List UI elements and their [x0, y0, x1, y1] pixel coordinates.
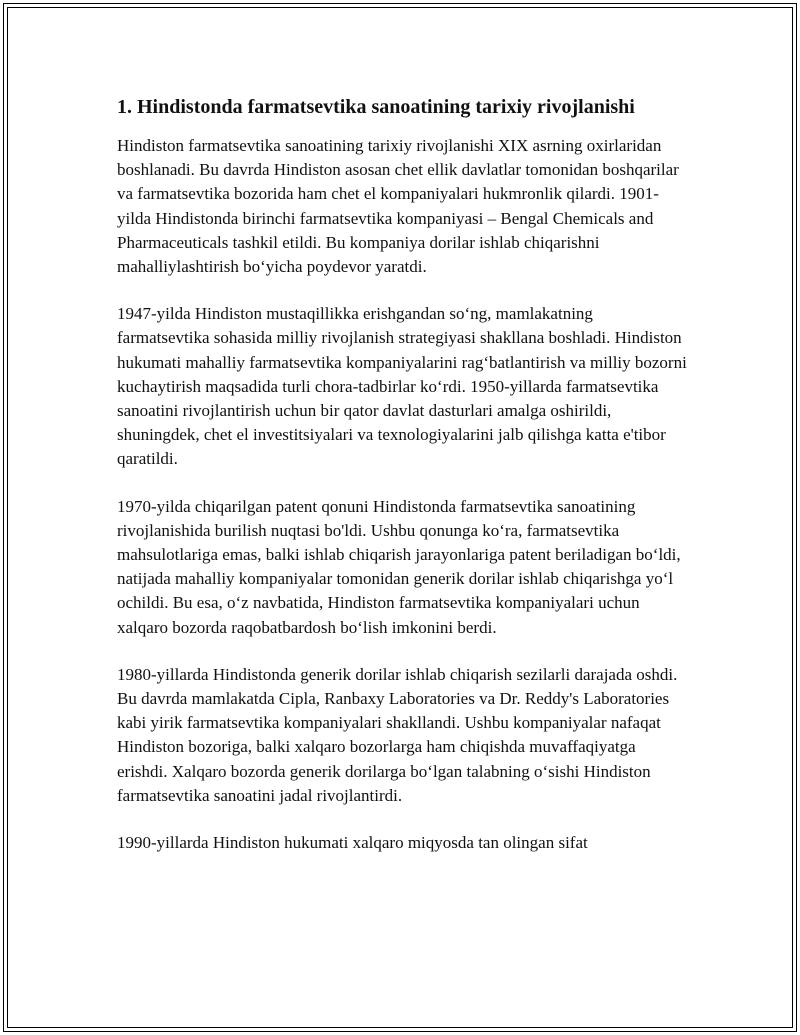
- paragraph-1: Hindiston farmatsevtika sanoatining tarixiy rivojlanishi XIX asrning oxirlaridan boshlanadi. Bu davrda Hindiston asosan chet ellik davlatlar tomonidan boshqarilar va farmatsevtika bozorida ham chet el kompaniyalari hukmronlik qilardi. 1901-yilda Hindistonda birinchi farmatsevtika kompaniyasi – Bengal Chemicals and Pharmaceuticals tashkil etildi. Bu kompaniya dorilar ishlab chiqarishni mahalliylashtirish bo‘yicha poydevor yaratdi.: [117, 136, 679, 277]
- paragraph-5: 1990-yillarda Hindiston hukumati xalqaro miqyosda tan olingan sifat: [117, 833, 588, 853]
- paragraph-2: 1947-yilda Hindiston mustaqillikka erishgandan so‘ng, mamlakatning farmatsevtika sohasida milliy rivojlanish strategiyasi shakllana boshladi. Hindiston hukumati mahalliy farmatsevtika kompaniyalarini rag‘batlantirish va milliy bozorni kuchaytirish maqsadida turli chora-tadbirlar ko‘rdi. 1950-yillarda farmatsevtika sanoatini rivojlantirish uchun bir qator davlat dasturlari amalga oshirildi, shuningdek, chet el investitsiyalari va texnologiyalarini jalb qilishga katta e'tibor qaratildi.: [117, 304, 687, 469]
- paragraph-3: 1970-yilda chiqarilgan patent qonuni Hindistonda farmatsevtika sanoatining rivojlanishida burilish nuqtasi bo'ldi. Ushbu qonunga ko‘ra, farmatsevtika mahsulotlariga emas, balki ishlab chiqarish jarayonlariga patent beriladigan bo‘ldi, natijada mahalliy kompaniyalar tomonidan generik dorilar ishlab chiqarishga yo‘l ochildi. Bu esa, o‘z navbatida, Hindiston farmatsevtika kompaniyalari uchun xalqaro bozorda raqobatbardosh bo‘lish imkonini berdi.: [117, 496, 681, 637]
- document-body: [117, 94, 687, 878]
- paragraph-4: 1980-yillarda Hindistonda generik dorilar ishlab chiqarish sezilarli darajada oshdi. Bu davrda mamlakatda Cipla, Ranbaxy Laboratories va Dr. Reddy's Laboratories kabi yirik farmatsevtika kompaniyalari shakllandi. Ushbu kompaniyalar nafaqat Hindiston bozoriga, balki xalqaro bozorlarga ham chiqishda muvaffaqiyatga erishdi. Xalqaro bozorda generik dorilarga bo‘lgan talabning o‘sishi Hindiston farmatsevtika sanoatini jadal rivojlantirdi.: [117, 664, 678, 805]
- section-heading: 1. Hindistonda farmatsevtika sanoatining tarixiy rivojlanishi: [117, 96, 635, 118]
